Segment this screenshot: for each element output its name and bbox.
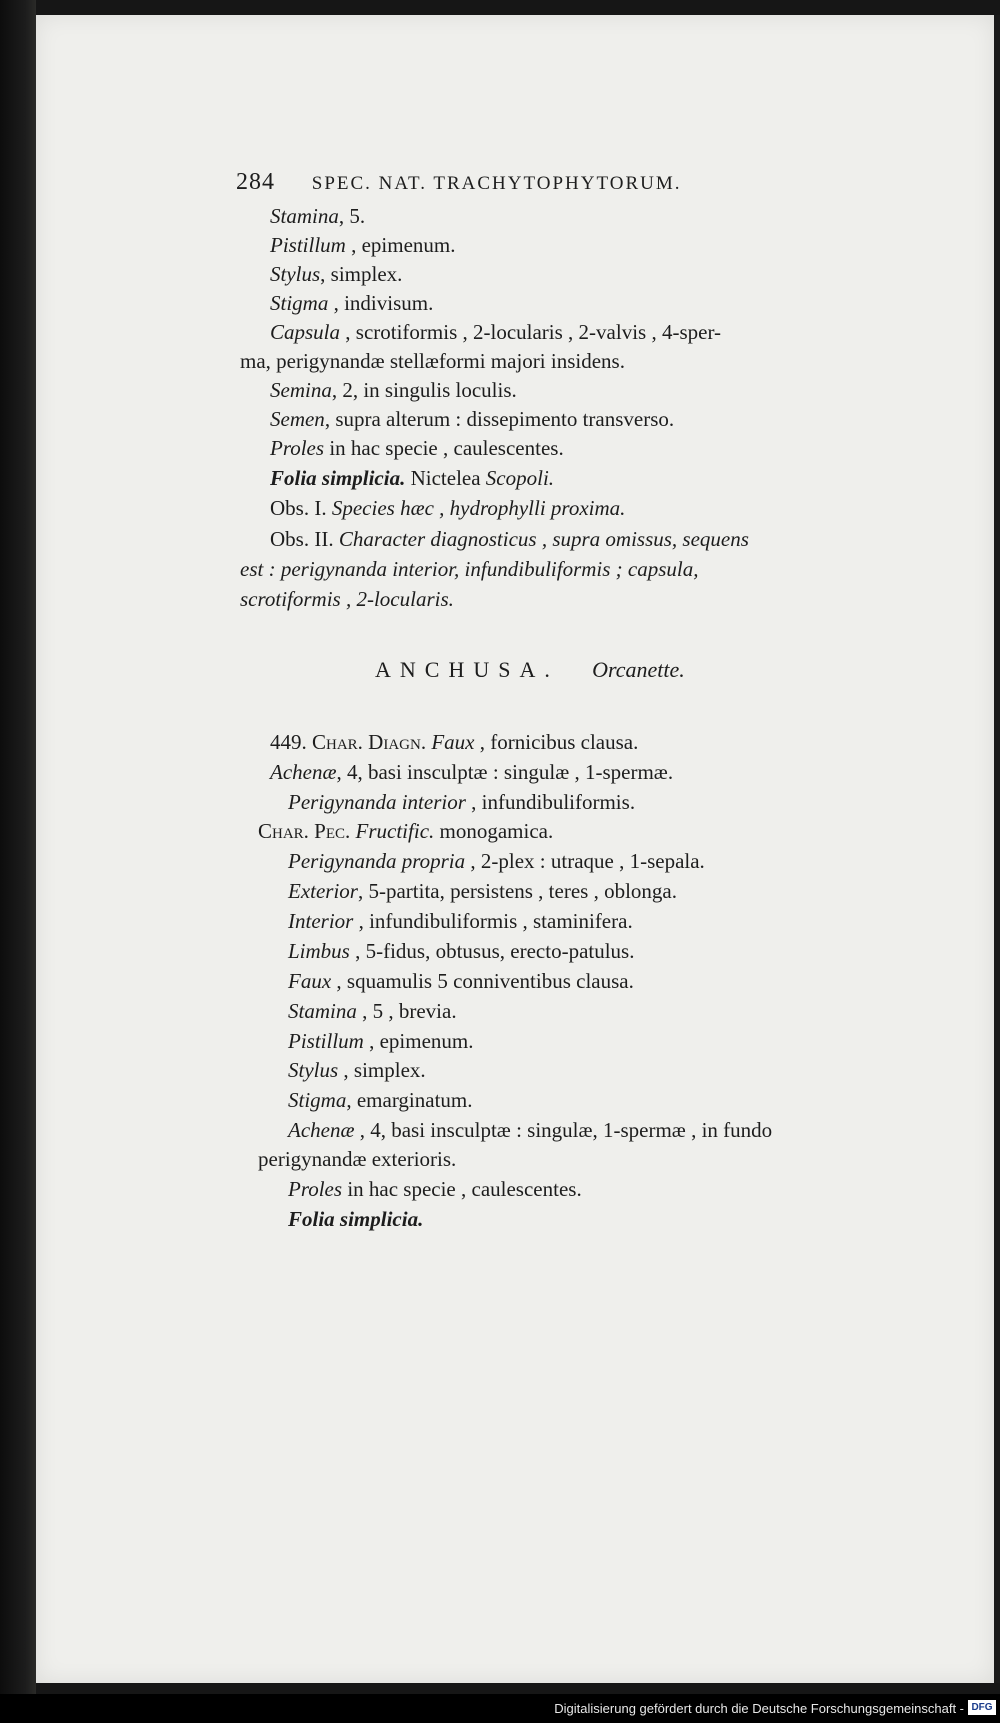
text-line: Semen, supra alterum : dissepimento transverso.: [270, 407, 675, 431]
text-line: scrotiformis , 2-locularis.: [240, 587, 454, 611]
page-edge-shadow: [994, 15, 1000, 1683]
dfg-logo: DFG: [968, 1700, 996, 1715]
text-line: Folia simplicia. Nictelea Scopoli.: [270, 466, 555, 490]
text-line: Folia simplicia.: [288, 1207, 424, 1231]
text-line: Stigma, emarginatum.: [288, 1088, 473, 1112]
text-line: Stigma , indivisum.: [270, 291, 434, 315]
text-line: Perigynanda interior , infundibuliformis.: [288, 790, 636, 814]
text-line: Perigynanda propria , 2-plex : utraque , 1-sepala.: [288, 849, 705, 873]
text-line: Capsula , scrotiformis , 2-locularis , 2-valvis , 4-sper-: [270, 320, 722, 344]
funding-note: Digitalisierung gefördert durch die Deutsche Forschungsgemeinschaft -: [554, 1701, 964, 1716]
text-line: Stamina, 5.: [270, 204, 366, 228]
text-line: Achenæ , 4, basi insculptæ : singulæ, 1-spermæ , in fundo: [288, 1118, 773, 1142]
text-line: Stylus , simplex.: [288, 1058, 426, 1082]
book-page: [36, 15, 994, 1683]
text-line: Pistillum , epimenum.: [288, 1029, 474, 1053]
text-line: Achenæ, 4, basi insculptæ : singulæ , 1-spermæ.: [270, 760, 674, 784]
text-line: Proles in hac specie , caulescentes.: [288, 1177, 582, 1201]
text-line: Pistillum , epimenum.: [270, 233, 456, 257]
book-spine-shadow: [0, 0, 36, 1723]
text-line: Exterior, 5-partita, persistens , teres , oblonga.: [288, 879, 677, 903]
text-line: est : perigynanda interior, infundibuliformis ; capsula,: [240, 557, 699, 581]
observation-2: Obs. II. Character diagnosticus , supra omissus, sequens: [270, 527, 749, 551]
digitization-footer: [0, 1694, 1000, 1723]
text-line: ma, perigynandæ stellæformi majori insidens.: [240, 349, 625, 373]
running-title: SPEC. NAT. TRACHYTOPHYTORUM.: [311, 173, 682, 194]
genus-common-name: Orcanette.: [592, 657, 685, 682]
running-header: [236, 168, 681, 199]
text-line: Stylus, simplex.: [270, 262, 403, 286]
page-number: 284: [236, 169, 275, 195]
text-line: Faux , squamulis 5 conniventibus clausa.: [288, 969, 634, 993]
character-pec: Char. Pec. Fructific. monogamica.: [258, 819, 554, 843]
text-line: Limbus , 5-fidus, obtusus, erecto-patulus.: [288, 939, 635, 963]
text-line: perigynandæ exterioris.: [258, 1147, 457, 1171]
genus-heading: [375, 655, 685, 686]
text-line: Semina, 2, in singulis loculis.: [270, 378, 517, 402]
observation-1: Obs. I. Species hæc , hydrophylli proxima.: [270, 496, 626, 520]
text-line: Stamina , 5 , brevia.: [288, 999, 457, 1023]
genus-name: ANCHUSA.: [375, 657, 559, 682]
text-line: Proles in hac specie , caulescentes.: [270, 436, 564, 460]
character-diagnosis: 449. Char. Diagn. Faux , fornicibus clausa.: [270, 730, 639, 754]
text-line: Interior , infundibuliformis , staminifera.: [288, 909, 633, 933]
